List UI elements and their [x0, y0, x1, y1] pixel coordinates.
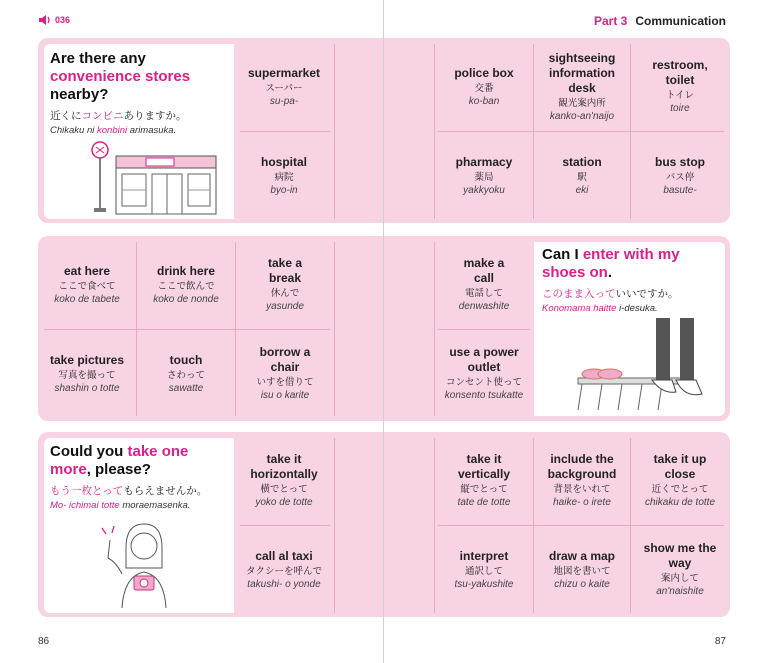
- phrase-en: include the background: [547, 452, 617, 482]
- phrase-romaji: koko de tabete: [54, 293, 120, 305]
- q2-en-before: Can I: [542, 246, 583, 263]
- divider: [434, 242, 435, 416]
- phrase-en: interpret: [459, 548, 509, 563]
- divider: [334, 44, 335, 219]
- phrase-en: show me the way: [643, 541, 717, 571]
- phrase-jp: 案内して: [660, 573, 699, 585]
- phrase-en: sightseeing information desk: [548, 50, 616, 95]
- phrase-romaji: toire: [670, 103, 690, 115]
- phrase-en: hospital: [260, 154, 307, 169]
- phrase-romaji: su-pa-: [269, 95, 299, 107]
- phrase-romaji: byo-in: [270, 184, 298, 196]
- phrase-romaji: basute-: [663, 184, 697, 196]
- phrase-romaji: ko-ban: [468, 95, 500, 107]
- phrase-en: station: [562, 154, 602, 169]
- phrase-jp: 休んで: [270, 288, 300, 300]
- convenience-store-illustration: [86, 138, 226, 218]
- phrase-cell: [632, 44, 728, 130]
- woman-camera-illustration: [96, 518, 186, 610]
- divider: [44, 329, 330, 330]
- phrase-romaji: kanko-an'naijo: [549, 110, 615, 122]
- phrase-jp: 背景をいれて: [553, 484, 611, 496]
- phrase-en: use a power outlet: [449, 345, 519, 375]
- part-label: Part 3: [593, 14, 628, 28]
- divider: [438, 131, 724, 132]
- q3-en-after: , please?: [86, 461, 151, 478]
- phrase-jp: バス停: [665, 171, 695, 183]
- phrase-romaji: chikaku de totte: [644, 497, 716, 509]
- question-3: [50, 443, 232, 511]
- phrase-cell: [138, 331, 234, 417]
- phrase-cell: [535, 438, 629, 524]
- phrase-en: draw a map: [548, 548, 616, 563]
- phrase-jp: タクシーを呼んで: [245, 565, 322, 577]
- phrase-romaji: eki: [575, 184, 589, 196]
- phrase-en: supermarket: [247, 65, 321, 80]
- phrase-cell: [436, 331, 532, 417]
- shoes-illustration: [572, 318, 722, 414]
- phrase-cell: [535, 133, 629, 219]
- divider: [240, 525, 330, 526]
- phrase-romaji: isu o karite: [260, 390, 310, 402]
- phrase-en: bus stop: [655, 154, 705, 169]
- phrase-jp: 交番: [474, 82, 494, 94]
- speaker-icon[interactable]: [38, 14, 52, 26]
- phrase-cell: [436, 438, 532, 524]
- phrase-cell: [436, 527, 532, 613]
- phrase-cell: [632, 527, 728, 613]
- phrase-cell: [237, 331, 333, 417]
- phrase-romaji: tate de totte: [457, 497, 511, 509]
- page-number-left: 86: [38, 636, 50, 647]
- q1-ro-pink: konbini: [97, 125, 128, 136]
- phrase-jp: さわって: [167, 369, 205, 381]
- phrase-cell: [436, 44, 532, 130]
- phrase-jp: 近くでとって: [651, 484, 709, 496]
- phrase-en: restroom, toilet: [652, 58, 708, 88]
- phrase-romaji: denwashite: [458, 301, 510, 313]
- phrase-cell: [632, 438, 728, 524]
- q3-jp-after: もらえませんか。: [123, 485, 208, 497]
- phrase-cell: [535, 44, 629, 130]
- phrase-romaji: haike- o irete: [553, 497, 611, 509]
- phrase-romaji: yasunde: [266, 301, 304, 313]
- phrase-romaji: takushi- o yonde: [247, 578, 321, 590]
- phrase-cell: [632, 133, 728, 219]
- phrase-en: call al taxi: [255, 548, 313, 563]
- phrase-en: make a call: [463, 256, 505, 286]
- phrase-en: touch: [169, 352, 203, 367]
- page-number-right: 87: [714, 636, 726, 647]
- phrase-jp: ここで食べて: [58, 280, 116, 292]
- divider: [334, 438, 335, 613]
- phrase-romaji: yoko de totte: [255, 497, 313, 509]
- divider: [240, 131, 330, 132]
- phrase-jp: 通訳して: [464, 565, 503, 577]
- q1-en-before: Are there any: [50, 50, 146, 67]
- phrase-en: borrow a chair: [259, 345, 311, 375]
- section-header: [594, 14, 726, 28]
- phrase-romaji: koko de nonde: [153, 293, 219, 305]
- q2-ro-after: i-desuka.: [616, 303, 658, 314]
- phrase-romaji: shashin o totte: [54, 382, 120, 394]
- q2-jp-pink: このまま入って: [542, 288, 616, 300]
- q3-en-before: Could you: [50, 443, 128, 460]
- q1-ro-before: Chikaku ni: [50, 125, 97, 136]
- q1-jp-after: ありますか。: [123, 110, 187, 122]
- phrase-en: eat here: [63, 263, 111, 278]
- phrase-cell: [40, 242, 134, 328]
- spine-overlay: [383, 30, 384, 630]
- audio-track[interactable]: [38, 14, 70, 26]
- phrase-jp: コンセント使って: [445, 377, 522, 389]
- question-1: [50, 50, 230, 136]
- divider: [334, 242, 335, 416]
- phrase-cell: [40, 331, 134, 417]
- phrase-en: take a break: [267, 256, 303, 286]
- phrase-jp: いすを借りて: [256, 377, 314, 389]
- phrase-jp: 地図を書いて: [553, 565, 611, 577]
- phrase-romaji: chizu o kaite: [554, 578, 610, 590]
- divider: [434, 438, 435, 613]
- phrase-romaji: sawatte: [168, 382, 204, 394]
- phrase-cell: [436, 133, 532, 219]
- phrase-en: take pictures: [49, 352, 125, 367]
- phrase-jp: 横でとって: [260, 484, 308, 496]
- divider: [438, 329, 530, 330]
- phrase-jp: 病院: [274, 171, 294, 183]
- q3-en-pink: take one more: [50, 443, 189, 478]
- phrase-en: take it up close: [653, 452, 707, 482]
- q2-jp-after: いいですか。: [615, 288, 679, 300]
- q1-en-after: nearby?: [50, 86, 109, 103]
- phrase-jp: 観光案内所: [558, 97, 606, 109]
- divider: [438, 525, 724, 526]
- phrase-jp: 電話して: [464, 288, 503, 300]
- phrase-cell: [436, 242, 532, 328]
- phrase-cell: [236, 438, 332, 524]
- q1-ro-after: arimasuka.: [127, 125, 177, 136]
- q2-en-pink: enter with my shoes on: [542, 246, 680, 281]
- phrase-jp: ここで飲んで: [157, 280, 215, 292]
- phrase-romaji: yakkyoku: [463, 184, 505, 196]
- phrase-en: police box: [454, 65, 514, 80]
- audio-track-number: 036: [55, 15, 71, 25]
- divider: [434, 44, 435, 219]
- phrase-romaji: tsu-yakushite: [454, 578, 514, 590]
- q3-ro-after: moraemasenka.: [119, 500, 191, 511]
- phrase-cell: [535, 527, 629, 613]
- phrase-jp: トイレ: [665, 90, 695, 102]
- phrase-jp: 駅: [577, 171, 587, 183]
- phrase-en: take it horizontally: [250, 452, 318, 482]
- phrase-jp: 縦でとって: [460, 484, 508, 496]
- q3-ro-pink: Mo- ichimai totte: [50, 500, 120, 511]
- phrase-cell: [236, 44, 332, 130]
- phrase-en: pharmacy: [455, 154, 513, 169]
- phrase-cell: [236, 133, 332, 219]
- q3-jp-pink: もう一枚とって: [50, 485, 124, 497]
- section-title: Communication: [635, 14, 726, 28]
- q2-ro-pink: Konomama haitte: [542, 303, 617, 314]
- phrase-jp: 写真を撮って: [58, 369, 116, 381]
- phrase-cell: [237, 242, 333, 328]
- phrase-jp: スーパー: [265, 82, 303, 94]
- phrase-cell: [138, 242, 234, 328]
- q2-en-after: .: [607, 264, 613, 281]
- phrase-jp: 薬局: [474, 171, 494, 183]
- question-2: [542, 246, 722, 314]
- phrase-romaji: an'naishite: [656, 586, 704, 598]
- phrase-cell: [236, 527, 332, 613]
- q1-jp-before: 近くに: [50, 110, 82, 122]
- q1-jp-pink: コンビニ: [81, 110, 124, 122]
- q1-en-pink: convenience stores: [50, 68, 191, 85]
- phrase-en: drink here: [156, 263, 216, 278]
- phrase-en: take it vertically: [457, 452, 511, 482]
- phrase-romaji: konsento tsukatte: [444, 390, 524, 402]
